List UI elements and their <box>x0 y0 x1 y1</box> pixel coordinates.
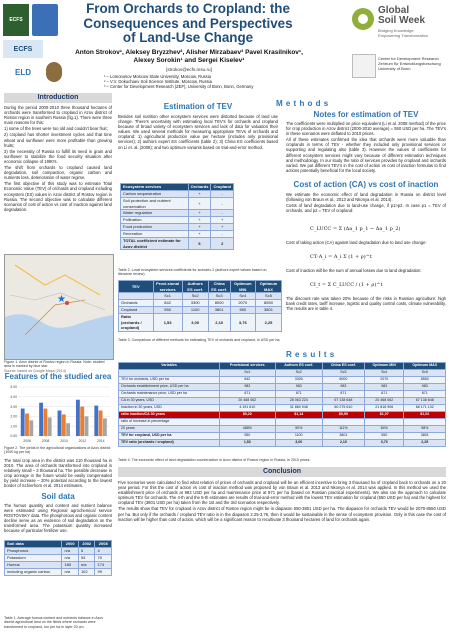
table-cell: - <box>211 198 234 210</box>
table-row <box>119 307 282 314</box>
results-th: China ES coef. <box>322 363 364 370</box>
notes-text <box>286 121 446 174</box>
cost-p1: We estimate the economic effect of land degradation in Russia on district level (following von Braun et al., 2013 and Nkonya et al. 2014). <box>286 192 446 203</box>
chart-bar <box>48 417 52 436</box>
intro-heading <box>4 93 112 103</box>
table2-caption: Table 2. Local ecosystem services coefficients for scenario 2 (authors expert values based on literature review) <box>118 268 267 277</box>
table-cell: ratio of increase in percentage <box>119 419 220 426</box>
table-cell: + <box>188 217 211 224</box>
tev-comparison-table <box>118 280 282 332</box>
title-line-2: Consequences and Perspectives <box>83 15 293 31</box>
table-cell: + <box>188 198 211 210</box>
table-cell: 3300 <box>275 377 322 384</box>
authors-line-2: Alexey Sorokin¹ and Sergei Kiselev¹ <box>133 57 245 64</box>
table-cell: - <box>211 231 234 238</box>
table-cell: 4 <box>95 548 112 555</box>
table-row <box>121 210 234 217</box>
chart-bar <box>76 400 80 436</box>
ecfs-banner-logo: ECFS <box>3 40 43 58</box>
table-row <box>121 191 234 198</box>
table-cell: $1,07 <box>364 412 404 419</box>
table-cell: 550 <box>153 307 182 314</box>
table-cell: 871 <box>275 391 322 398</box>
notes-heading <box>286 110 446 119</box>
table-cell: Soil protection and nutrient conservation <box>121 198 189 210</box>
table-cell: Sc4 <box>230 293 255 300</box>
table-cell: 871 <box>322 391 364 398</box>
intro-list-3: 3) the necessity of Russia to fulfill its need in grain and sunflower to stabilize the food security situation after economic collapse of 1990's. <box>4 148 112 164</box>
table-row <box>5 562 112 569</box>
table3-caption: Table 3. Comparison of different methods for estimating TEV of orchards and cropland, in USD per ha <box>118 338 280 342</box>
table-cell: 3801 <box>404 433 446 440</box>
conclusion-text <box>118 480 446 523</box>
results-th: Optimum MIN <box>364 363 404 370</box>
table-cell: 3,76 <box>364 440 404 447</box>
tev-th: Authors ES coef. <box>182 281 208 293</box>
studied-area-star-icon: ★ <box>57 294 66 305</box>
table-cell: 5 <box>78 548 95 555</box>
table-cell <box>364 419 404 426</box>
table-cell: 2,10 <box>208 314 230 332</box>
conclusion-p1: Five scenarios were calculated to find what relation of prices of orchards and cropland will be an efficient incentive to bring 3 thousand ha of cropland back to orchards on a 20 year period. For this the cost of action vs cost of inaction method was proposed by von Braun et al. 2013 and Nkonya et al. 2014 was applied. In this method we used the establishment price of orchards at 983 USD per ha and maintenance price at 871 per ha (based on Russian practical experiments). We also ran the approach to calculate optimum TEV for orchards. The 4-th and the 5-th estimates are results of trial-and-error method with the lowest TEV estimation for cropland (550 USD per ha) and the highest for cropland TEV (3801 USD per ha) taken from the 1st and the 3rd scenarios respectively. <box>118 480 446 506</box>
chart-bar <box>62 414 66 436</box>
table-cell: 6 <box>188 238 211 250</box>
results-th: Optimum MAX <box>404 363 446 370</box>
features-heading <box>4 372 112 381</box>
table-cell: $0,20 <box>220 412 275 419</box>
intro-p3: The first objective of this study was to estimate Total Economic Value (TEV) of orchards and cropland including ecosystem (ES) values in Azov district of Rostov region in Russia. The second objective was to calculate different scenarios of cost of action vs cost of inaction against land degradation. <box>4 181 112 212</box>
chart-bar <box>85 416 89 436</box>
table-row <box>119 405 446 412</box>
table-cell: TEV for orchards, USD per ha <box>119 377 220 384</box>
results-th: Variables <box>119 363 220 370</box>
chart-bar <box>58 411 62 436</box>
table-cell: 488% <box>220 426 275 433</box>
table-cell: Orchards maintenance price, USD per ha <box>119 391 220 398</box>
zef-line-2: Zentrum für Entwicklungsforschung <box>378 61 441 66</box>
results-table-header <box>119 363 446 370</box>
table-cell: 3,00 <box>275 440 322 447</box>
soil-th: 2008 <box>95 541 112 548</box>
y-tick-label: 5.00 <box>10 385 17 390</box>
table-cell: Pollination <box>121 217 189 224</box>
table-cell: Sc3 <box>208 293 230 300</box>
table-cell: CA in 30 years, USD <box>119 398 220 405</box>
y-tick-label: 2.00 <box>10 414 17 419</box>
table-row <box>119 384 446 391</box>
zef-line-1: Center for Development Research <box>378 56 439 61</box>
affiliation-1: ¹ – Lomonosov Moscow State University, Moscow, Russia <box>104 74 211 79</box>
table-row <box>119 391 446 398</box>
table-cell: Phosphorus <box>5 548 62 555</box>
table-cell: TEV for cropland, USD per ha <box>119 433 220 440</box>
table-cell: 550 <box>220 433 275 440</box>
conclusion-heading-text: Conclusion <box>262 468 302 475</box>
table-cell: 53 <box>78 555 95 562</box>
table-cell: Sc2 <box>275 370 322 377</box>
table-cell: Humus <box>5 562 62 569</box>
ecfs-logo-text: ECFS <box>9 17 23 23</box>
cost-heading-text: Cost of action (CA) vs cost of inaction <box>293 180 439 189</box>
x-tick-label: 2012 <box>78 439 87 443</box>
table-cell: 842 <box>220 377 275 384</box>
table-cell: Sc2 <box>182 293 208 300</box>
y-tick-label: 1.00 <box>10 424 17 429</box>
methods-label: M e t h o d s <box>276 99 329 108</box>
table-cell: + <box>211 224 234 231</box>
chart-bar <box>21 409 25 436</box>
conclusion-heading <box>118 467 446 477</box>
table-row <box>119 293 282 300</box>
chart-bar <box>103 418 107 436</box>
poster-title <box>63 2 313 46</box>
table-cell: 68 171 132 <box>404 405 446 412</box>
y-tick-label: 4.00 <box>10 395 17 399</box>
table-cell: Potassium <box>5 555 62 562</box>
affiliation-3: ³ – Center for Development Research (ZEF), University of Bonn, Bonn, Germany <box>104 84 254 90</box>
table-row <box>5 569 112 576</box>
table-cell: 67 138 648 <box>322 398 364 405</box>
x-tick-label: 2008 <box>41 439 50 443</box>
table-cell: 8550 <box>404 377 446 384</box>
notes-p2: All of these estimates confirmed the idea that orchards were more valuable than croplands in terms of TEV - whether they included only provisional services or supporting and regulating also (table 3). However the values of coefficients for different ecosystem services might vary because of different estimation techniques and methodology. In our study the ratio of services provides by cropland and orchards varied. We put different TEV's in the cost of action vs cost of inaction formulas to find actions potentially beneficial for the local society. <box>286 137 446 173</box>
soil-heading-text: Soil data <box>41 492 75 501</box>
table-cell: 983 <box>364 384 404 391</box>
table-row <box>121 217 234 224</box>
table-cell: Orchards establishment price, USD per ha <box>119 384 220 391</box>
formula-action: CT·A_i = A_i Σ (1 + ρ)^t <box>310 254 372 260</box>
table4-caption: Table 4. The economic effect of land degradation counteraction in Azov district of Rostov region in Russia, in 2010 prices. <box>118 458 311 462</box>
table-cell <box>220 419 275 426</box>
table-cell: + <box>211 217 234 224</box>
chart-bar <box>80 407 84 436</box>
table-cell: Recreation <box>121 231 189 238</box>
ecfs-logo <box>3 4 29 36</box>
table-cell: 2,10 <box>322 440 364 447</box>
es-th: Orchards <box>188 184 211 191</box>
table-cell: + <box>188 231 211 238</box>
table-cell: 20 468 062 <box>364 398 404 405</box>
yields-chart-svg <box>4 384 112 444</box>
table-row <box>119 370 446 377</box>
chart-bar <box>39 403 43 436</box>
table-cell: 31 860 948 <box>275 405 322 412</box>
zef-line-3: University of Bonn <box>378 66 411 71</box>
table-cell <box>275 419 322 426</box>
intro-text <box>4 105 112 213</box>
soil-heading <box>4 492 112 501</box>
table-row <box>121 224 234 231</box>
table-cell: 3,00 <box>182 314 208 332</box>
azov-district-map <box>4 254 114 360</box>
table-cell: + <box>188 191 211 198</box>
y-tick-label: 0.00 <box>10 434 17 439</box>
x-tick-label: 2010 <box>60 439 68 443</box>
table-cell: Sc3 <box>322 370 364 377</box>
tev-table-header <box>119 281 282 293</box>
fig2-caption: Figure 2. The yields in the agricultural organizations of Azov district (1000 kg per ha) <box>4 446 111 455</box>
intro-list-1: 1) some of the trees were too old and couldn't bear fruit; <box>4 126 108 132</box>
table-cell: 2,25 <box>256 314 282 332</box>
table-row <box>119 419 446 426</box>
gsw-icon-inner <box>358 14 368 24</box>
table-cell: Inaction in 30 years, USD <box>119 405 220 412</box>
table-row <box>121 231 234 238</box>
fig1-caption-text: Figure 1. Azov district of Rostov region in Russia. Note: studied area is marked by blue star. <box>4 360 105 369</box>
table-cell: Sc5 <box>256 293 282 300</box>
conclusion-p2: The results show that TEV for cropland in Azov district of Rostov region might be in diapason 550-3801 USD per ha. The diapason for orchards TEV would be 2070-8550 USD per ha. But only if the orchards / cropland TEV ratio is in the diapason 2.25-3.76, then it would be sustainable in the sense of ecosystem provision. Only in this case the cost of inaction will be higher than cost of action, which will be a significant reason to recultivate 3 thousand hectares of land for orchards again. <box>118 506 446 522</box>
chart-bar <box>43 409 47 436</box>
table-cell: 3801 <box>208 307 230 314</box>
chart-bar <box>25 413 29 436</box>
tev-th: China ES coef. <box>208 281 230 293</box>
table-cell: 1100 <box>182 307 208 314</box>
table-cell: Orchards <box>119 300 154 307</box>
fig1-source-text: Source: based on Google Maps (2014) <box>4 368 66 373</box>
results-label: R e s u l t s <box>286 350 335 359</box>
estimation-heading-text: Estimation of TEV <box>163 102 233 111</box>
table-cell: + <box>188 224 211 231</box>
table-cell: Ratio (orchards / cropland) <box>119 314 154 332</box>
table-cell: 983 <box>404 384 446 391</box>
features-heading-text: Features of the studied area <box>4 372 112 381</box>
table-row <box>119 433 446 440</box>
cost-text-2: Cost of taking action (CA) against land degradation due to land use change: <box>286 240 427 245</box>
table-row <box>121 198 234 210</box>
gsw-title-2: Soil Week <box>378 15 426 26</box>
table-cell: including organic carbon <box>5 569 62 576</box>
table-cell: 98% <box>404 426 446 433</box>
es-table-header <box>121 184 234 191</box>
title-line-3: of Land-Use Change <box>122 30 254 46</box>
soil-th: 2002 <box>78 541 95 548</box>
table-row-highlight <box>119 412 446 419</box>
estimation-heading <box>118 102 278 111</box>
chart-bar <box>29 420 33 436</box>
table-cell <box>404 419 446 426</box>
x-tick-label: 2006 <box>23 439 31 443</box>
table-cell: $1,02 <box>404 412 446 419</box>
table-cell: 180 <box>62 562 79 569</box>
tev-th: Provi-sional services <box>153 281 182 293</box>
table-cell: 3801 <box>322 433 364 440</box>
table-cell: - <box>211 210 234 217</box>
msu-logo <box>32 4 58 36</box>
ecosystem-services-table <box>120 183 234 250</box>
table-cell: 90% <box>275 426 322 433</box>
gsw-subtitle-1: Bridging Knowledge <box>378 28 414 33</box>
table-cell: 4 191 610 <box>220 405 275 412</box>
affiliations <box>104 74 324 90</box>
soil-data-table <box>4 540 112 576</box>
table-cell: Sc4 <box>364 370 404 377</box>
cost-text-1 <box>286 192 446 214</box>
table-cell: Sc1 <box>220 370 275 377</box>
table-cell: n/a <box>62 548 79 555</box>
features-text: The total crop area in the district was 210 thousand ha in 2010. The area of orchards transformed into cropland is relatively small – 3 thousand ha. The possible decrease in crop acreage in the future would be easily compensated by yield increase – 20% potential according to the lowest border of Schierhorn et al. 2014 estimates. <box>4 458 112 489</box>
table-cell: 1,53 <box>220 440 275 447</box>
cost-p2: Costs of land degradation due to land-use change, if p1>p2. In case p1 = TEV of orchards, and p2 = TEV of cropland: <box>286 203 446 214</box>
table-cell: 871 <box>364 391 404 398</box>
table-cell: $1,14 <box>275 412 322 419</box>
table-cell: 2,25 <box>404 440 446 447</box>
estimation-text: Besides soil nutrition other ecosystem services were distorted because of land use change. There's uncertainty with estimating local TEV's for orchards and cropland because of broad variety of ecosystem services and lack of data for valuation their values. We used several methods for measuring appropriate TEVs of orchards and cropland: 1) agricultural production value per hectare (includes only provisional services); 2) authors expert ES coefficients (table 2); 3) China ES coefficients based on Li et. al. (2008); and two optimum variants based on trial-and-error method. <box>118 114 278 150</box>
table-cell: 1,53 <box>153 314 182 332</box>
table-cell: 70 <box>95 555 112 562</box>
table-cell: 21 816 906 <box>364 405 404 412</box>
table-row <box>5 555 112 562</box>
x-tick-label: 2014 <box>97 439 105 443</box>
table-cell: 111% <box>322 426 364 433</box>
table-cell: Cropland <box>119 307 154 314</box>
table-cell: 842 <box>153 300 182 307</box>
chart-bar <box>94 406 98 436</box>
cost-heading <box>286 180 446 189</box>
notes-p1: The coefficients were multiplied on price equivalent (Li et al. 2008 method) of the price for crop production in Azov district (2000-2010 average) = 550 USD per ha. The TEV's in these scenarios were deflated to 2010 prices. <box>286 121 446 137</box>
table-cell: TOTAL coefficient estimate for Azov district <box>121 238 189 250</box>
poster-header <box>0 0 450 92</box>
y-tick-label: 3.00 <box>10 404 17 409</box>
intro-p1: During the period 2000-2010 three thousand hectares of orchards were transformed to cropland in Azov district of Rostov region in southern Russia (fig.1). There were three main reasons for this: <box>4 105 112 126</box>
table-cell <box>322 419 364 426</box>
table-cell: ratio Inaction/CA 30 years <box>119 412 220 419</box>
table-cell: Water regulation <box>121 210 189 217</box>
table-row <box>119 440 446 447</box>
table-cell: 983 <box>275 384 322 391</box>
gsw-subtitle-2: Empowering Transformation <box>378 33 429 38</box>
table-row <box>119 314 282 332</box>
economic-effect-table <box>118 362 446 447</box>
table-cell: TEV ratio (orchards / cropland) <box>119 440 220 447</box>
gsw-title-1: Global <box>378 5 410 16</box>
table-cell: 983 <box>220 384 275 391</box>
table-cell: 60 275 610 <box>322 405 364 412</box>
table-cell: 67 138 648 <box>404 398 446 405</box>
table-cell: Sc1 <box>153 293 182 300</box>
table-cell <box>119 370 220 377</box>
results-th: Provisional services <box>220 363 275 370</box>
table-cell: 2 <box>211 238 234 250</box>
table-cell: 3801 <box>256 307 282 314</box>
tev-th: Optimum MIN <box>230 281 255 293</box>
table-cell: n/a <box>62 555 79 562</box>
intro-list-2: 2) cropland has shorter investment cycles and that time wheat and sunflower were more profitable than growing fruits; <box>4 132 112 148</box>
table-cell: 20 years <box>119 426 220 433</box>
table-row <box>119 398 446 405</box>
chart-bar <box>99 411 103 436</box>
table-cell: 8000 <box>208 300 230 307</box>
table-cell: Carbon sequestration <box>121 191 189 198</box>
table-cell: Food production <box>121 224 189 231</box>
map-graphic <box>5 255 113 359</box>
tev-th: Optimum MAX <box>256 281 282 293</box>
soil-th: Soil data <box>5 541 62 548</box>
table-row <box>5 548 112 555</box>
es-th: Ecosystem services <box>121 184 189 191</box>
cost-text-4: The discount rate was taken 20% because of the risks in Russian agriculture: high bank credit rates, tariff increase, logistic and quality control costs, climate vulnerability. The results are in table 4. <box>286 296 446 312</box>
table-cell: 174 <box>95 562 112 569</box>
table-cell: - <box>211 191 234 198</box>
zef-logo <box>352 52 448 82</box>
table-cell: $0,90 <box>322 412 364 419</box>
table-cell: n/a <box>62 569 79 576</box>
table-cell: 28 063 224 <box>275 398 322 405</box>
intro-heading-text: Introduction <box>37 94 79 101</box>
table1-caption: Table 1. Average humus content and nutrients balance in Azov district agricultural land on the fields where orchards were transformed to cropland, ton per ha in layer 20 cm. <box>4 616 104 629</box>
soil-th: 2000 <box>62 541 79 548</box>
table-cell: 102 <box>78 569 95 576</box>
eld-logo <box>3 62 43 82</box>
table-cell: 2070 <box>230 300 255 307</box>
table-cell: 1100 <box>275 433 322 440</box>
tev-th: TEV <box>119 281 154 293</box>
table-cell: 84% <box>364 426 404 433</box>
soil-text: The humus quantity and content and nutrient balance were estimated using Regional agrochemical service ROSTOVSKY data. The phosphorous and organic content decline serve as an evidence of soil degradation on the transformed area. The potassium quantity increased because of particular fertilizer use. <box>4 503 113 534</box>
table-row <box>119 426 446 433</box>
chart-bar <box>66 423 70 436</box>
intro-p2: The shift from orchards to cropland caused land degradation, soil compaction, organic carbon and nutrients loss, deterioration of water regime. <box>4 165 112 181</box>
table-cell: 20 468 062 <box>220 398 275 405</box>
yields-chart <box>4 384 112 444</box>
eld-logo-text: ELD <box>15 67 31 77</box>
authors-line-1: Anton Strokov¹, Aleksey Bryzzhev², Alisher Mirzabaev³ Pavel Krasilnikov¹, <box>75 49 303 56</box>
zef-logo-mark <box>352 54 376 78</box>
table-row <box>119 377 446 384</box>
table-cell: 871 <box>220 391 275 398</box>
table-cell: n/a <box>78 562 95 569</box>
table-cell <box>119 293 154 300</box>
author-email: [strokov@ecfs.msu.ru] <box>166 67 212 72</box>
table-cell: 3,76 <box>230 314 255 332</box>
table-cell: 550 <box>364 433 404 440</box>
notes-heading-text: Notes for estimation of TEV <box>313 110 419 119</box>
table-cell: + <box>188 210 211 217</box>
cost-text-3: Cost of inaction will be the sum of annual losses due to land degradation: <box>286 268 422 273</box>
title-line-1: From Orchards to Cropland: the <box>86 1 290 16</box>
results-th: Authors ES coef. <box>275 363 322 370</box>
table-cell: 2070 <box>364 377 404 384</box>
es-th: Cropland <box>211 184 234 191</box>
table-row <box>119 300 282 307</box>
table-cell: 983 <box>322 384 364 391</box>
formula-lucc: C_LUCC = Σ (Δa_1 p_1 − Δa_1 p_2) <box>310 226 401 232</box>
soil-table-header <box>5 541 112 548</box>
table-cell: 8000 <box>322 377 364 384</box>
table-row <box>121 238 234 250</box>
table-cell: Sc5 <box>404 370 446 377</box>
table-cell: 871 <box>404 391 446 398</box>
table-cell: 99 <box>95 569 112 576</box>
table-cell: 8550 <box>256 300 282 307</box>
affiliation-2: ² – V.V. Dokuchaev Soil Science Institute, Moscow, Russia <box>104 79 212 85</box>
formula-inaction: CI_t = Σ C_LUCC / (1 + ρ)^t <box>310 282 383 288</box>
soil-institute-logo <box>46 62 62 82</box>
table-cell: 3300 <box>182 300 208 307</box>
table-cell: 550 <box>230 307 255 314</box>
authors <box>60 49 318 65</box>
